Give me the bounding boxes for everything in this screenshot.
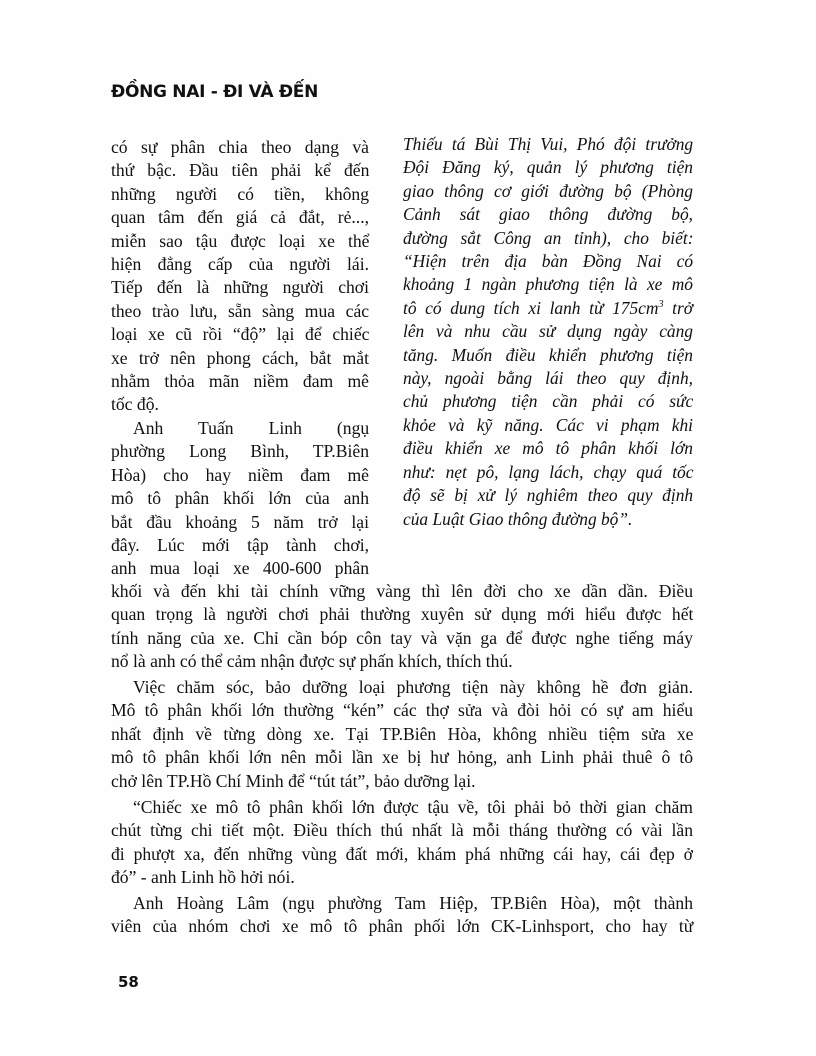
- text-line: Anh Hoàng Lâm (ngụ phường Tam Hiệp, TP.Biên Hòa), một thành: [133, 893, 693, 913]
- quote-line: độ sẽ bị xử lý nghiêm theo quy định: [403, 485, 694, 506]
- text-line: loại xe cũ rồi “độ” lại để chiếc: [111, 324, 370, 345]
- text-line: chở lên TP.Hồ Chí Minh để “tút tát”, bảo dưỡng lại.: [111, 770, 476, 791]
- text-line: mô tô phân khối lớn nên mỗi lần xe bị hư hỏng, anh Linh phải thuê ô tô: [111, 747, 693, 768]
- text-line: đây. Lúc mới tập tành chơi,: [111, 534, 369, 555]
- text-line: khối và đến khi tài chính vững vàng thì lên đời cho xe dần dần. Điều: [111, 581, 694, 601]
- text-line: theo trào lưu, sẵn sàng mua các: [111, 300, 370, 321]
- quote-line: chủ phương tiện cần phải có sức: [403, 391, 694, 412]
- text-line: tốc độ.: [111, 394, 159, 415]
- running-header: ĐỒNG NAI - ĐI VÀ ĐẾN: [111, 82, 319, 102]
- text-line: nhất định về từng dòng xe. Tại TP.Biên Hòa, không nhiều tiệm sửa xe: [111, 723, 694, 744]
- left-column: [111, 136, 369, 581]
- quote-text: trở: [663, 297, 693, 318]
- quote-line: Thiếu tá Bùi Thị Vui, Phó đội trưởng: [403, 134, 694, 154]
- text-line: viên của nhóm chơi xe mô tô phân phối lớn CK-Linhsport, cho hay từ: [111, 916, 694, 937]
- quote-line: như: nẹt pô, lạng lách, chạy quá tốc: [403, 461, 694, 482]
- quote-line: lên và nhu cầu sử dụng ngày càng: [403, 321, 693, 342]
- text-line: “Chiếc xe mô tô phân khối lớn được tậu về, tôi phải bỏ thời gian chăm: [133, 797, 693, 817]
- paragraph-continued: [111, 580, 693, 674]
- paragraph-4: [111, 892, 693, 939]
- sidebar-quote: [403, 133, 693, 531]
- text-line: Anh Tuấn Linh (ngụ: [133, 417, 370, 438]
- text-line: tính năng của xe. Chỉ cần bóp côn tay và vặn ga để được nghe tiếng máy: [111, 627, 693, 648]
- text-line: Hòa) cho hay niềm đam mê: [111, 464, 369, 485]
- quote-line: điều khiển xe mô tô phân khối lớn: [403, 438, 693, 459]
- quote-line: này, ngoài bằng lái theo quy định,: [403, 368, 693, 389]
- text-line: thứ bậc. Đầu tiên phải kể đến: [111, 160, 370, 181]
- page-number: 58: [118, 973, 139, 991]
- quote-line: [403, 297, 693, 320]
- text-line: nổ là anh có thể cảm nhận được sự phấn khích, thích thú.: [111, 651, 513, 672]
- quote-line: khoảng 1 ngàn phương tiện là xe mô: [403, 274, 693, 295]
- text-line: Việc chăm sóc, bảo dưỡng loại phương tiện này không hề đơn giản.: [133, 677, 693, 697]
- quote-line: Cảnh sát giao thông đường bộ,: [403, 204, 693, 225]
- text-line: xe trở nên phong cách, bắt mắt: [111, 347, 369, 368]
- text-line: hiện đẳng cấp của người lái.: [111, 254, 369, 275]
- text-line: Mô tô phân khối lớn thường “kén” các thợ sửa và đòi hỏi có sự am hiểu: [111, 700, 694, 721]
- text-line: bắt đầu khoảng 5 năm trở lại: [111, 511, 369, 532]
- quote-line: tăng. Muốn điều khiển phương tiện: [403, 344, 693, 365]
- text-line: có sự phân chia theo dạng và: [111, 137, 369, 157]
- text-line: những người có tiền, không: [111, 183, 370, 204]
- text-line: miễn sao tậu được loại xe thể: [111, 230, 370, 251]
- quote-line: của Luật Giao thông đường bộ”.: [403, 508, 633, 529]
- text-line: quan trọng là người chơi phải thường xuyên sử dụng mới hiểu được hết: [111, 604, 694, 625]
- text-line: anh mua loại xe 400-600 phân: [111, 558, 369, 579]
- quote-line: Đội Đăng ký, quản lý phương tiện: [403, 157, 693, 178]
- paragraph-2: [111, 676, 693, 793]
- paragraph-3: [111, 796, 693, 890]
- text-line: đó” - anh Linh hồ hởi nói.: [111, 867, 295, 888]
- text-line: quan tâm đến giá cả đắt, rẻ...,: [111, 207, 369, 228]
- superscript: 3: [658, 299, 664, 311]
- quote-line: giao thông cơ giới đường bộ (Phòng: [403, 180, 693, 201]
- text-line: chút từng chi tiết một. Điều thích thú nhất là mỗi tháng thường có vài lần: [111, 820, 694, 841]
- quote-text: tô có dung tích xi lanh từ 175cm: [403, 297, 659, 318]
- text-line: đi phượt xa, đến những vùng đất mới, khám phá những cái hay, cái đẹp ở: [111, 843, 693, 864]
- text-line: Tiếp đến là những người chơi: [111, 277, 369, 298]
- text-line: nhằm thỏa mãn niềm đam mê: [111, 371, 369, 392]
- quote-line: “Hiện trên địa bàn Đồng Nai có: [403, 251, 694, 272]
- text-line: mô tô phân khối lớn của anh: [111, 488, 369, 509]
- text-line: phường Long Bình, TP.Biên: [111, 441, 369, 462]
- quote-line: khỏe và kỹ năng. Các vi phạm khi: [403, 414, 693, 435]
- quote-line: đường sắt Công an tỉnh), cho biết:: [403, 227, 694, 248]
